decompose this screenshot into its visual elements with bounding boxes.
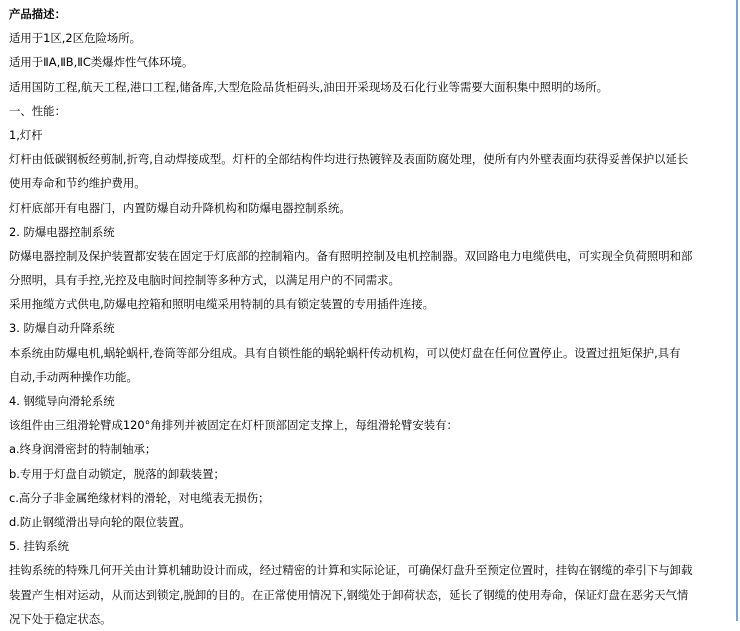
list-item: b.专用于灯盘自动锁定，脱落的卸载装置； bbox=[9, 466, 225, 481]
list-item: d.防止钢缆滑出导向轮的限位装置。 bbox=[9, 514, 191, 529]
text-line: 况下处于稳定状态。 bbox=[9, 611, 112, 626]
section-heading-performance: 一、性能： bbox=[9, 103, 66, 118]
text-line: 适用国防工程,航天工程,港口工程,储备库,大型危险品货柜码头,油田开采现场及石化行业等需要大面积集中照明的场所。 bbox=[9, 79, 609, 94]
subheading-pulley-system: 4. 钢缆导向滑轮系统 bbox=[9, 394, 115, 408]
list-item: a.终身润滑密封的特制轴承； bbox=[9, 442, 157, 457]
subheading-lamp-pole: 1,灯杆 bbox=[9, 127, 43, 142]
text-line: 自动,手动两种操作功能。 bbox=[9, 369, 138, 384]
text-line: 适用于1区,2区危险场所。 bbox=[9, 31, 142, 46]
text-line: 装置产生相对运动，从而达到锁定,脱卸的目的。在正常使用情况下,钢缆处于卸荷状态，延长了钢缆的使用寿命，保证灯盘在恶劣天气情 bbox=[9, 587, 689, 602]
text-line: 适用于ⅡA,ⅡB,ⅡC类爆炸性气体环境。 bbox=[9, 55, 194, 70]
subheading-hook-system: 5. 挂钩系统 bbox=[9, 539, 70, 554]
text-line: 本系统由防爆电机,蜗轮蜗杆,卷筒等部分组成。具有自锁性能的蜗轮蜗杆传动机构，可以使灯盘在任何位置停止。设置过扭矩保护,具有 bbox=[9, 345, 681, 360]
text-line: 使用寿命和节约维护费用。 bbox=[9, 176, 146, 191]
text-line: 挂钩系统的特殊几何开关由计算机辅助设计而成，经过精密的计算和实际论证，可确保灯盘升至预定位置时，挂钩在钢缆的牵引下与卸载 bbox=[9, 563, 693, 578]
text-line: 灯杆底部开有电器门，内置防爆自动升降机构和防爆电器控制系统。 bbox=[9, 200, 351, 215]
text-line: 防爆电器控制及保护装置都安装在固定于灯底部的控制箱内。备有照明控制及电机控制器。双回路电力电缆供电，可实现全负荷照明和部 bbox=[9, 248, 693, 263]
text-line: 分照明，具有手控,光控及电脑时间控制等多种方式，以满足用户的不同需求。 bbox=[9, 273, 400, 288]
section-heading-product-description: 产品描述： bbox=[9, 7, 66, 21]
subheading-lifting-system: 3. 防爆自动升降系统 bbox=[9, 321, 115, 336]
product-description bbox=[9, 2, 731, 631]
text-line: 采用拖缆方式供电,防爆电控箱和照明电缆采用特制的具有锁定装置的专用插件连接。 bbox=[9, 297, 435, 312]
text-line: 灯杆由低碳钢板经剪制,折弯,自动焊接成型。灯杆的全部结构件均进行热镀锌及表面防腐处理，使所有内外壁表面均获得妥善保护以延长 bbox=[9, 152, 689, 167]
list-item: c.高分子非金属绝缘材料的滑轮，对电缆表无损伤； bbox=[9, 490, 270, 505]
text-line: 该组件由三组滑轮臂成120°角排列并被固定在灯杆顶部固定支撑上，每组滑轮臂安装有： bbox=[9, 418, 458, 433]
subheading-control-system: 2. 防爆电器控制系统 bbox=[9, 224, 115, 239]
